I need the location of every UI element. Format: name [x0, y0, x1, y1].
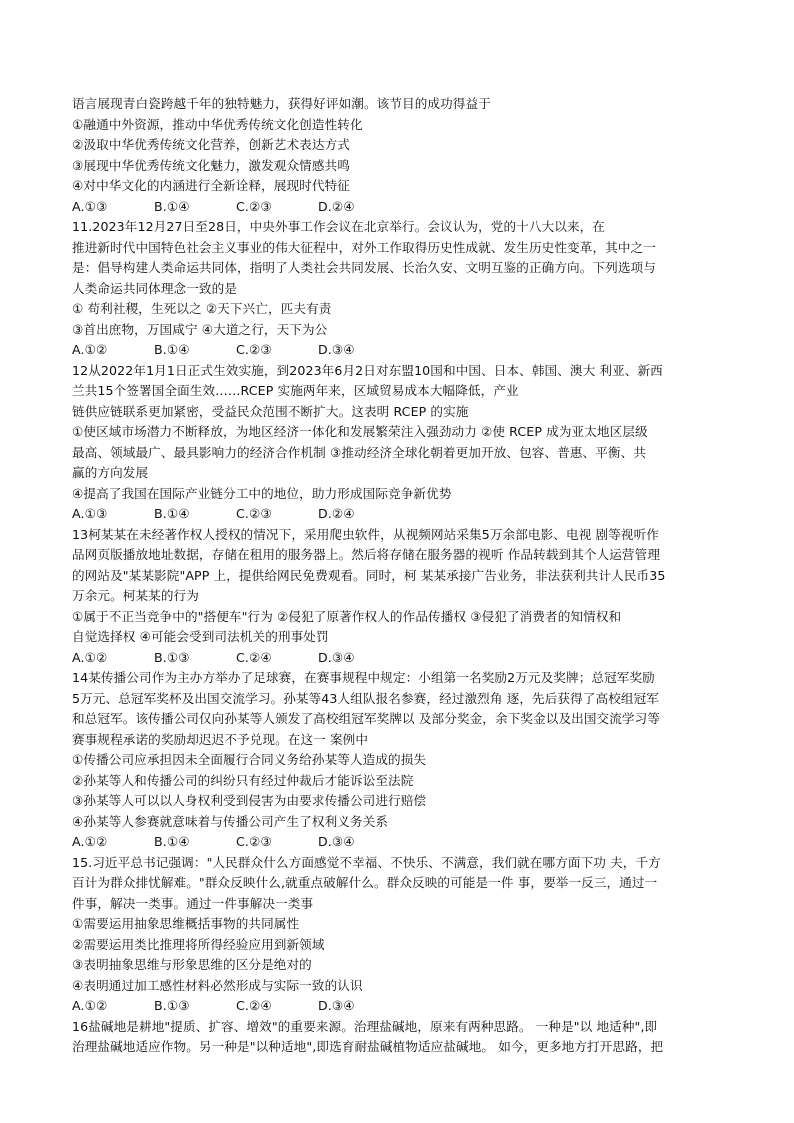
text-line: 是：倡导构建人类命运共同体，指明了人类社会共同发展、长治久安、文明互鉴的正确方向。下列选项与 [72, 260, 656, 275]
answer-option: D.③④ [318, 998, 355, 1013]
text-line: 链供应链联系更加紧密，受益民众范围不断扩大。这表明 RCEP 的实施 [72, 403, 469, 419]
text-line: 语言展现青白瓷跨越千年的独特魅力，获得好评如潮。该节目的成功得益于 [72, 96, 491, 111]
text-line: 赛事规程承诺的奖励却迟迟不予兑现。在这一 案例中 [72, 731, 369, 747]
answer-option: A.①③ [72, 198, 108, 214]
text-line: ④表明通过加工感性材料必然形成与实际一致的认识 [72, 977, 363, 993]
text-line: ③首出庶物，万国咸宁 ④大道之行，天下为公 [72, 321, 328, 337]
text-line: ④提高了我国在国际产业链分工中的地位，助力形成国际竞争新优势 [72, 485, 452, 501]
text-line: 人类命运共同体理念一致的是 [72, 280, 238, 296]
answer-option: B.①④ [154, 834, 190, 849]
text-line: 和总冠军。该传播公司仅向孙某等人颁发了高校组冠军奖牌以 及部分奖金，余下奖金以及出国交流学习等 [72, 711, 661, 726]
answer-option: C.②③ [236, 198, 272, 214]
answer-option: A.①② [72, 649, 108, 665]
answer-options [72, 996, 727, 1017]
text-line: ②孙某等人和传播公司的纠纷只有经过仲裁后才能诉讼至法院 [72, 772, 414, 788]
text-line: ③展现中华优秀传统文化魅力，激发观众情感共鸣 [72, 157, 350, 173]
text-line: 百计为群众排忧解难。"群众反映什么,就重点破解什么。群众反映的可能是一件 事，要举一反三，通过一 [72, 875, 658, 890]
answer-option: D.③④ [318, 649, 355, 665]
text-line: ①使区域市场潜力不断释放，为地区经济一体化和发展繁荣注入强劲动力 ②使 RCEP 成为亚太地区层级 [72, 424, 648, 439]
text-line: 万余元。柯某某的行为 [72, 588, 199, 603]
answer-options [72, 648, 727, 669]
text-line: ①融通中外资源，推动中华优秀传统文化创造性转化 [72, 116, 363, 132]
text-line: 自觉选择权 ④可能会受到司法机关的刑事处罚 [72, 629, 329, 644]
answer-option: C.②③ [236, 342, 272, 357]
answer-option: D.③④ [318, 342, 355, 357]
document-page [72, 94, 727, 1058]
text-line: 13柯某某在未经著作权人授权的情况下，采用爬虫软件，从视频网站采集5万余部电影、电视 剧等视听作 [72, 526, 659, 542]
text-line: ②需要运用类比推理将所得经验应用到新领域 [72, 936, 325, 952]
text-line: ①需要运用抽象思维概括事物的共同属性 [72, 916, 300, 931]
text-line: 治理盐碱地适应作物。另一种是"以种适地",即选育耐盐碱植物适应盐碱地。 如今，更多地方打开思路，把 [72, 1039, 664, 1054]
text-line: 14某传播公司作为主办方举办了足球赛，在赛事规程中规定：小组第一名奖励2万元及奖牌；总冠军奖励 [72, 670, 655, 685]
text-line: 15.习近平总书记强调："人民群众什么方面感觉不幸福、不快乐、不满意，我们就在哪方面下功 夫，千方 [72, 854, 661, 870]
text-line: ③孙某等人可以以人身权利受到侵害为由要求传播公司进行赔偿 [72, 793, 427, 808]
answer-option: B.①③ [154, 998, 190, 1013]
answer-options [72, 340, 727, 361]
text-line: 赢的方向发展 [72, 465, 149, 480]
text-line: 5万元、总冠军奖杯及出国交流学习。孙某等43人组队报名参赛，经过激烈角 逐，先后获得了高校组冠军 [72, 690, 659, 706]
answer-option: D.③④ [318, 834, 355, 849]
answer-options [72, 832, 727, 853]
answer-option: A.①② [72, 342, 108, 357]
text-line: 12从2022年1月1日正式生效实施，到2023年6月2日对东盟10国和中国、日本、韩国、澳大 利亚、新西 [72, 362, 663, 378]
text-line: 的网站及"某某影院"APP 上，提供给网民免费观看。同时，柯 某某承接广告业务，非法获利共计人民币35 [72, 567, 666, 583]
text-line: 16盐碱地是耕地"提质、扩容、增效"的重要来源。治理盐碱地，原来有两种思路。 一种是"以 地适种",即 [72, 1018, 658, 1034]
text-line: ②汲取中华优秀传统文化营养，创新艺术表达方式 [72, 137, 350, 152]
answer-option: A.①③ [72, 506, 108, 521]
text-line: ①传播公司应承担因未全面履行合同义务给孙某等人造成的损失 [72, 752, 427, 767]
answer-option: B.①④ [154, 506, 190, 521]
answer-options [72, 504, 727, 525]
answer-option: D.②④ [318, 506, 355, 521]
answer-option: B.①④ [154, 342, 190, 357]
answer-option: C.②④ [236, 649, 272, 665]
text-line: 最高、领域最广、最具影响力的经济合作机制 ③推动经济全球化朝着更加开放、包容、普惠、平衡、共 [72, 444, 647, 460]
text-line: 推进新时代中国特色社会主义事业的伟大征程中，对外工作取得历史性成就、发生历史性变革，其中之一 [72, 239, 656, 255]
answer-option: C.②③ [236, 834, 272, 849]
text-line: 品网页版播放地址数据，存储在租用的服务器上。然后将存储在服务器的视听 作品转载到其个人运营管理 [72, 547, 661, 562]
answer-options [72, 197, 727, 218]
answer-option: A.①② [72, 834, 108, 849]
text-line: ① 苟利社稷，生死以之 ②天下兴亡，匹夫有责 [72, 301, 332, 316]
text-line: ④孙某等人参赛就意味着与传播公司产生了权利义务关系 [72, 813, 389, 829]
text-line: 兰共15个签署国全面生效……RCEP 实施两年来，区域贸易成本大幅降低，产业 [72, 383, 519, 398]
answer-option: D.②④ [318, 198, 355, 214]
text-line: 11.2023年12月27日至28日，中央外事工作会议在北京举行。会议认为，党的十八大以来，在 [72, 219, 606, 234]
answer-option: C.②③ [236, 506, 272, 521]
text-line: 件事，解决一类事。通过一件事解决一类事 [72, 895, 314, 911]
answer-option: B.①③ [154, 649, 190, 665]
text-line: ③表明抽象思维与形象思维的区分是绝对的 [72, 957, 312, 972]
text-line: ①属于不正当竞争中的"搭便车"行为 ②侵犯了原著作权人的作品传播权 ③侵犯了消费者的知情权和 [72, 608, 622, 624]
text-line: ④对中华文化的内涵进行全新诠释，展现时代特征 [72, 178, 350, 193]
answer-option: C.②④ [236, 998, 272, 1013]
answer-option: B.①④ [154, 198, 190, 214]
answer-option: A.①② [72, 998, 108, 1013]
